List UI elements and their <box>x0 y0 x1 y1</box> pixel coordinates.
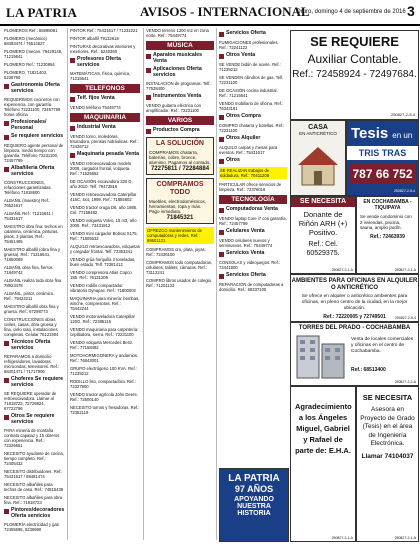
classified-ad: VENDO terreno 1200 m2 en zona norte. Ref.: 75449774 <box>146 28 209 38</box>
classified-ad: VENDO volqueta Mercedes Benz. Ref.: 77158492 <box>70 340 134 350</box>
category-label: Otros Venta <box>226 52 256 58</box>
classified-ad: REPARACIÓN de computadoras a domicilio. Ref.: 68337100 <box>219 282 284 292</box>
classified-ad: MOTOHORMIGONERA y andamios. Ref.: 76843001 <box>70 353 139 363</box>
ad-ambientes-oficinas <box>290 274 419 322</box>
classified-ad: SE REQUIERE operador de retroexcavadora. Llamar al 71818723, 72729824, 67722796 <box>4 391 57 411</box>
ad-body: Venta de locales comerciales y oficinas en el centro de Cochabamba. <box>351 337 414 354</box>
classified-ad: PLOMEROS Ref.: 65998081 <box>4 28 58 33</box>
ad-phone: Llamar 74104037 <box>361 452 414 460</box>
ad-phone: 787 66 752 <box>350 164 415 184</box>
section-band: MAQUINARIA <box>70 113 140 122</box>
classified-ad: VENDO grúa horquilla 3 toneladas, buen estado. Telf. 72381412 <box>70 257 136 267</box>
category-heading <box>4 340 64 351</box>
classified-ad: NECESITO albañiles para obra fina. Ref.: 71818723 <box>4 495 63 505</box>
issue-date: Oruro, domingo 4 de septiembre de 2016 <box>296 9 406 15</box>
category-icon <box>219 115 224 120</box>
classified-ad: PLOMERO (mecan. 79429149, 71215641 <box>4 49 63 59</box>
ad-cochabamba-tiquipaya <box>356 196 419 274</box>
ad-title: TORRES DEL PRADO - COCHABAMBA <box>298 325 411 331</box>
ad-body: Agradecimiento a los Ángeles Miguel, Gabriel y Rafael de parte de: E.H.A. <box>295 402 352 455</box>
classified-ad: REQUERIMOS cocineros con experiencia, con garantía. Teléfono 72231100, 72457799 horas oficina <box>4 97 61 117</box>
category-icon <box>4 509 9 514</box>
category-icon <box>219 230 224 235</box>
category-icon <box>70 126 75 131</box>
classified-ad: PLOMERO Ref.: 71230954 <box>4 62 55 67</box>
classified-ad: PLOMERÍA electricidad y gas 72455695, 5236960 <box>4 522 59 532</box>
category-heading <box>70 96 140 102</box>
category-icon <box>4 341 9 346</box>
ad-phone: 72275811 / 72284884 <box>150 166 210 172</box>
category-label: Choferes Se requiere servicios <box>11 376 64 388</box>
category-icon <box>4 415 9 420</box>
ad-code: 250827-2-5-4 <box>393 189 415 193</box>
category-label: Servicios Venta <box>226 250 265 256</box>
classified-ad: VENDO compresora Atlas Copco 185. Ref.: 76131209 <box>70 270 132 280</box>
category-label: Aparatos musicales Venta <box>153 52 203 64</box>
house-illustration <box>296 143 340 187</box>
classified-ad: VENDO retroexcavadora Caterpillar 416C, 4x4, 1999. Ref.: 71855602 <box>70 192 137 202</box>
ad-phone: Ref.: Cel. 60529375. <box>306 241 340 257</box>
category-heading <box>146 94 214 100</box>
ad-auxiliar-contable <box>290 30 419 120</box>
classified-ad: VENDO maquinaria para carpintería: cepilladora, sierra. Ref.: 72231100 <box>70 327 139 337</box>
category-label: Celulares Venta <box>226 228 265 234</box>
ad-body: Muebles, electrodomésticos, herramientas, ropa y más. Pago inmediato. <box>149 199 207 214</box>
ad-code: 250827-2-2-A <box>394 380 416 384</box>
classified-ad: GRUPO electrógeno 100 KVA. Ref.: 71239212 <box>70 366 137 376</box>
category-heading <box>219 229 287 235</box>
classified-ad: ALQUILO retroexcavadora, volquetas y cargador frontal. Telf. 72353241 <box>70 244 140 254</box>
ad-line-2: 97 AÑOS <box>234 484 274 494</box>
classified-ad: VENDO mini cargador Bobcat S175. Ref.: 71805532 <box>70 231 138 241</box>
classified-ad: MAESTRO albañil (obra fina y gruesa). Ref.: 71215641, 71850069 <box>4 247 61 262</box>
classified-ad: VENDO guitarra eléctrica con amplificador. Ref.: 72231100 <box>146 103 201 113</box>
category-label: Otros Se requiere servicios <box>11 413 55 425</box>
category-label: Otros <box>226 157 240 163</box>
category-label: Aplicaciones Oferta servicios <box>153 66 202 78</box>
category-label: Técnicos Oferta servicios <box>11 339 51 351</box>
category-label: Profesionales/ Personal <box>11 119 47 131</box>
classified-ad: COMPRO chatarra y botellas. Ref.: 72231100 <box>219 123 285 133</box>
ad-compramos-todo <box>146 178 214 224</box>
ad-line-1: LA PATRIA <box>228 473 280 484</box>
ad-title: SE REQUIERE <box>310 34 399 49</box>
category-icon <box>70 58 75 63</box>
classified-ad: CONSOLAS y videojuegos. Ref.: 72441900 <box>219 260 281 270</box>
category-heading <box>4 120 64 131</box>
classified-ad: PINTOR albañil 79132618 <box>70 36 119 41</box>
category-icon <box>70 97 75 102</box>
classified-ad: VENDO retroexcavadora modelo 2008, cargador frontal, volqueta. Ref.: 71525652 <box>70 161 132 176</box>
classified-ad-highlighted: SE REALIZAN trabajos de soldadura, Ref.: 70411208 <box>219 167 287 179</box>
category-label: Servicios Oferta <box>226 272 266 278</box>
category-label: Instrumentos Venta <box>153 93 202 99</box>
category-icon <box>219 137 224 142</box>
ad-body: Asesora en Proyecto de Grado (Tesis) en el área de Ingeniería Electrónica. <box>360 406 415 447</box>
ad-title: SE NECESITA <box>362 393 413 402</box>
classified-ad: DE OCASIÓN cocina industrial. Ref.: 71215641 <box>219 88 278 98</box>
ad-code: 250827-2-1-A <box>331 536 353 540</box>
classified-ad: ALBAÑIL realiza toda obra fina 78923478 <box>4 278 62 288</box>
page-header <box>0 0 420 26</box>
classified-ad: NECESITO albañiles para techos de casa. Ref.: 74815438 <box>4 482 64 492</box>
classified-ad: RODILLO liso, compactadora. Ref.: 72327800 <box>70 379 136 389</box>
ad-line-5: HISTORIA <box>237 510 271 517</box>
classified-ad: DE OCASIÓN excavadora 320 D, año 2010. Telf. 79473816 <box>70 179 133 189</box>
classified-ad: VENDO torno, moledoras, trituradora, prensas hidráulicas. Ref.: 72426712 <box>70 134 139 149</box>
category-heading <box>4 166 64 177</box>
ad-agradecimiento <box>290 386 356 542</box>
classified-ad: VENDO volqueta Volvo, 15 m3, año 2005. Ref.: 73431912 <box>70 218 137 228</box>
classified-ad: VENDO laptop Core i7 con garantía. Ref.: 72457799 <box>219 216 287 226</box>
column-divider <box>67 28 68 540</box>
category-icon <box>4 121 9 126</box>
category-icon <box>219 252 224 257</box>
publication-name: LA PATRIA <box>6 5 78 20</box>
category-label: Productos Compra <box>153 127 200 133</box>
ad-phone: 71845321 <box>166 215 194 221</box>
ad-tesis <box>346 120 419 196</box>
category-icon <box>219 54 224 59</box>
classified-ad: VENDO mobiliario de oficina. Ref.: 76343161 <box>219 101 284 111</box>
ad-phone: Ref.: 68513400 <box>351 367 386 373</box>
category-heading <box>219 273 287 279</box>
section-band: MÚSICA <box>146 41 214 50</box>
category-icon <box>219 159 224 164</box>
category-label: Telf. fijos Venta <box>77 95 115 101</box>
category-heading <box>219 114 287 120</box>
ad-title: CASA <box>308 124 328 131</box>
ad-phone: Ref.: 72463939 <box>370 233 405 240</box>
classified-ad: PINTURAS decorativas interiores y exteriores. Ref.: 5240360 <box>70 44 136 54</box>
category-heading <box>219 158 287 164</box>
ad-code: 250827-2-1-A <box>331 268 353 272</box>
classified-ad: CONSTRUCCIONES obras civiles, casas, obra gruesa y fina, cielo raso, instalaciones completas. Celular 76121904 <box>4 317 59 337</box>
column-divider <box>216 28 217 540</box>
ad-body: EN ANTICRÉTICO <box>299 131 337 136</box>
column-divider <box>143 28 144 540</box>
classifieds-column-1 <box>4 28 64 540</box>
category-label: Profesores Oferta servicios <box>77 56 121 68</box>
ad-headline: Tesis <box>351 125 389 142</box>
category-heading <box>146 67 214 78</box>
ad-la-patria-97 <box>219 468 289 542</box>
classified-ad: ALQUILO carpas y mesas para eventos. Ref.: 75431617 <box>219 145 278 155</box>
ad-phone: Ref.: 72220005 y 72749501 <box>323 314 386 320</box>
classified-ad: VENDO motoniveladora Caterpillar 120G. Ref.: 72385116 <box>70 314 135 324</box>
category-label: Gastronomía Oferta servicios <box>11 82 60 94</box>
classified-ad: VENDO celulares nuevos y seminuevos. Ref.: 75449774 <box>219 238 273 248</box>
ad-line-3: APOYANDO <box>234 496 274 503</box>
category-heading <box>70 125 140 131</box>
category-heading <box>146 53 214 64</box>
section-band: TECNOLOGÍA <box>219 195 287 204</box>
category-heading <box>4 377 64 388</box>
ad-slogan: TRIS TRAS <box>347 146 418 160</box>
classified-ad: MAESTRO albañil obra fina y gruesa. Ref.: 67298773 <box>4 304 59 314</box>
building-illustration <box>294 334 348 380</box>
classified-ad: CONSTRUCCIONES, refacciones garantizadas. Teléfono 71818600 <box>4 180 52 195</box>
ad-title: LA SOLUCIÓN <box>156 140 204 147</box>
category-label: Industrial Venta <box>77 124 116 130</box>
classified-ad: PARTICULAR ofrece servicios de limpieza. Ref.: 72376016 <box>219 182 282 192</box>
category-heading <box>219 136 287 142</box>
classified-ad: INSTALACIÓN de programas. Telf.: 77538400 <box>146 81 212 91</box>
category-heading <box>146 128 214 134</box>
classified-ad: ALBAÑIL, pintor, cerámico. Ref.: 79424211 <box>4 291 55 301</box>
classified-ad: REQUIERO agente personal de limpieza, medio tiempo con garantía. Teléfono 72231100, 72457799 <box>4 143 64 163</box>
category-heading <box>4 508 64 519</box>
classified-ad: FUMIGACIONES profesionales. Ref.: 72241122 <box>219 40 279 50</box>
classified-ad: NECESITO ayudante de cocina, tiempo completo. Ref.: 72405432 <box>4 451 64 466</box>
classified-ad: COMPRO libros usados de colegio. Ref.: 71201133 <box>146 278 213 288</box>
classified-ad: NECESITO distribuidores. Ref.: 75431617 / 68481474 <box>4 469 63 479</box>
category-icon <box>146 95 151 100</box>
classified-ad: NECESITO tornos y fresadoras. Ref.: 72352119 <box>70 405 140 415</box>
ad-body: COMPRAMOS chatarra, baterías, cobre, bronce, aluminio. Pagamos al contado. <box>149 150 211 165</box>
classified-ad: COMPRAMOS todo computadoras, celulares, tablets, cámaras. Ref.: 73112241 <box>146 260 213 275</box>
classified-ad: MAESTRO obra fina: techos en calamina, cerámica, pinturas, pisos, 3 plantas. Ref.: 75451465 <box>4 224 63 244</box>
classifieds-column-2 <box>70 28 140 540</box>
category-icon <box>4 167 9 172</box>
ad-body: Se ofrece en alquiler o anticrético ambientes para oficinas, en pleno centro de la ciudad, en la mejor ubicación. <box>301 294 408 311</box>
classified-ad: PINTOR Ref.: 75431617 / 71232221 <box>70 28 138 33</box>
category-label: Computadoras Venta <box>226 206 278 212</box>
section-title: AVISOS - INTERNACIONAL <box>140 4 310 19</box>
category-label: Maquinaria pesada Venta <box>77 151 139 157</box>
ad-solucion <box>146 137 214 175</box>
classified-ad: PLOMERO (mecánico) 68483474 / 76514627 <box>4 36 47 46</box>
category-label: Se requiere servicios <box>11 133 64 139</box>
ad-line-4: NUESTRA <box>237 503 271 510</box>
classified-ad: VENDO tractor agrícola John Deere. Ref.: 72500140 <box>70 392 138 402</box>
category-icon <box>219 208 224 213</box>
ad-code: 250827-2-1-A <box>394 536 416 540</box>
category-icon <box>4 378 9 383</box>
ad-donante-rinon <box>290 196 356 274</box>
category-heading <box>4 414 64 425</box>
classified-ad: VENDO teléfono 75449774 <box>70 105 121 110</box>
category-icon <box>4 84 9 89</box>
category-icon <box>219 32 224 37</box>
classified-ad: MATEMÁTICAS, física, química, 71215641 <box>70 71 131 81</box>
category-icon <box>146 129 151 134</box>
classified-ad: VENDO tractor oruga D6, año 1985. Cel. 77158492 <box>70 205 138 215</box>
category-label: Pintores/decoradores Oferta servicios <box>11 507 64 519</box>
ad-code: 250827-2-1-A <box>394 268 416 272</box>
category-icon <box>70 153 75 158</box>
section-band: VARIOS <box>146 116 214 125</box>
category-icon <box>219 274 224 279</box>
classified-ad: MAQUINARIA para minería: bombas, winche, compresoras. Ref.: 75442244 <box>70 296 140 311</box>
ad-code: 250827-2-5-4 <box>390 112 415 117</box>
category-heading <box>219 53 287 59</box>
category-icon <box>146 54 151 59</box>
category-heading <box>219 251 287 257</box>
category-label: Albañilería Oferta servicios <box>11 165 55 177</box>
classified-ad: COMPRAMOS oro, plata, joyas. Ref.: 72436100 <box>146 247 206 257</box>
classified-ad: PARA minería de montaña contrato capataz y 15 obreros con experiencia. Ref.: 72326651 <box>4 428 60 448</box>
ad-phone: Ref.: 72458924 - 72497684. <box>292 69 417 80</box>
classified-ad: PLOMERO, 71821403, 5236790 <box>4 70 48 80</box>
ad-casa-anticretico <box>290 120 346 196</box>
category-heading <box>70 57 140 68</box>
ad-torres-del-prado <box>290 322 419 386</box>
ad-asesora-tesis <box>356 386 419 542</box>
category-icon <box>4 135 9 140</box>
category-heading <box>219 31 287 37</box>
classifieds-column-3 <box>146 28 214 540</box>
classified-ad: SE VENDEN cilindros de gas. Telf. 72231100 <box>219 75 284 85</box>
category-heading <box>219 207 287 213</box>
page-number: 3 <box>407 3 415 19</box>
category-label: Otros Compra <box>226 113 261 119</box>
category-heading <box>70 152 140 158</box>
ad-title: AMBIENTES PARA OFICINAS EN ALQUILER O ANTICRÉTICO <box>291 278 418 291</box>
ad-title: EN COCHABAMBA - TIQUIPAYA <box>363 199 412 211</box>
classified-ad: SE VENDE bidón de aceite. Ref.: 71239212 <box>219 62 281 72</box>
classified-ad: ALBAÑIL Ref.: 71215641 / 75431617 <box>4 211 54 221</box>
category-label: Otros Alquiler <box>226 135 261 141</box>
ad-headline-2: en un <box>392 131 413 140</box>
classified-ad: ALBAÑIL obra fina, fierros 71849742 <box>4 265 53 275</box>
classified-ad: ALBAÑIL (maestro) Ref.: 76531617 <box>4 198 51 208</box>
category-icon <box>146 68 151 73</box>
ad-code: 250827-2-5-4 <box>394 316 416 320</box>
category-heading <box>4 134 64 140</box>
classifieds-column-4 <box>219 28 287 540</box>
ad-body: Se vende condominio con 2 viviendas, piscina, sauna, amplio jardín. <box>360 214 412 230</box>
ad-title: COMPRAMOS TODO <box>156 181 204 196</box>
section-band: TELEFONOS <box>70 84 140 93</box>
category-heading <box>4 83 64 94</box>
classified-ad: REPARAMOS a domicilio refrigeradores, lavadoras, microondas, televisores. Ref.: 68401471 / 71717906 <box>4 354 60 374</box>
classified-ad-highlighted: OFREZCO mantenimiento de computadoras y redes. Ref.: 69601121 <box>146 227 214 244</box>
classified-ad: VENDO rodillo compactador vibratorio Dynapac. Ref.: 71800002 <box>70 283 136 293</box>
ad-body: Donante de Riñón ARH (+) Positivo. <box>298 210 348 237</box>
ad-title: SE NECESITA <box>291 197 355 207</box>
ad-role: Auxiliar Contable. <box>307 52 402 66</box>
category-label: Servicios Oferta <box>226 30 266 36</box>
